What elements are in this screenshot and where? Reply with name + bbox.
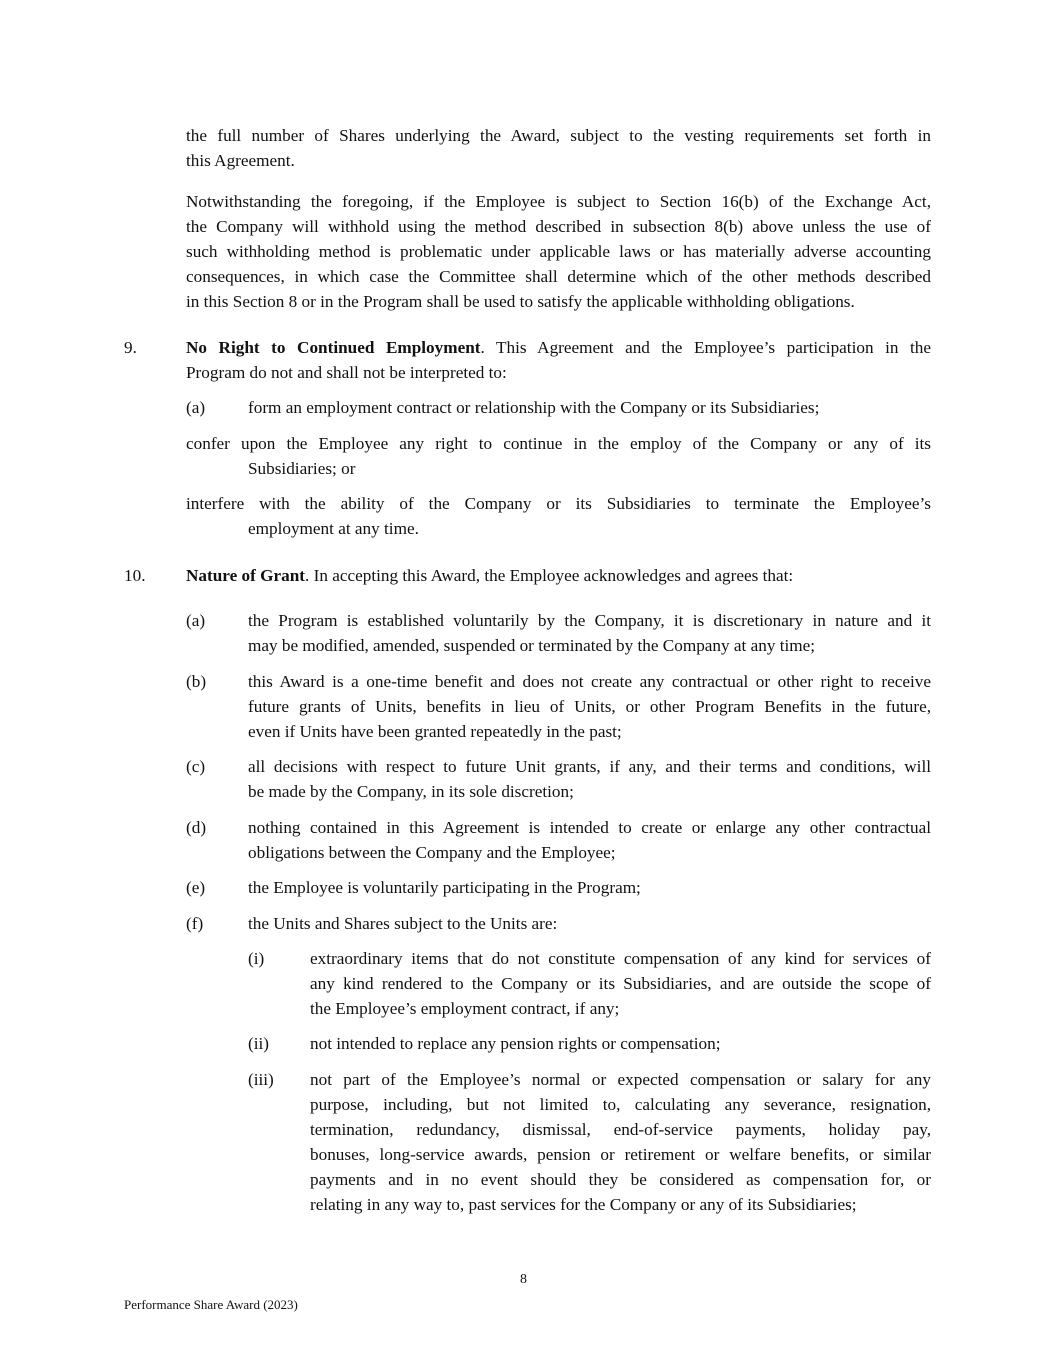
subitem-i-label: (i) <box>248 949 265 968</box>
item-d-line-1: nothing contained in this Agreement is intended to create or enlarge any other contractual <box>248 818 931 837</box>
notwithstanding-line-4: consequences, in which case the Committee shall determine which of the other methods described <box>186 267 931 286</box>
item-e-label: (e) <box>186 878 206 897</box>
intro-line-1: the full number of Shares underlying the Award, subject to the vesting requirements set forth in <box>186 126 931 145</box>
subitem-iii-line-5: payments and in no event should they be considered as compensation for, or <box>310 1170 931 1189</box>
section-9-line-1 <box>186 335 931 360</box>
footer-title: Performance Share Award (2023) <box>124 1297 298 1312</box>
subitem-i-line-3: the Employee’s employment contract, if any; <box>310 999 620 1018</box>
section-9-item-a-label: (a) <box>186 398 206 417</box>
item-b-line-3: even if Units have been granted repeatedly in the past; <box>248 722 622 741</box>
subitem-i-line-2: any kind rendered to the Company or its Subsidiaries, and are outside the scope of <box>310 974 931 993</box>
item-d-label: (d) <box>186 818 207 837</box>
item-d-line-2: obligations between the Company and the Employee; <box>248 843 616 862</box>
section-9-item-a-text: form an employment contract or relationship with the Company or its Subsidiaries; <box>248 398 820 417</box>
section-9-heading: No Right to Continued Employment <box>186 338 481 357</box>
page-number: 8 <box>520 1272 527 1287</box>
item-f-line-1: the Units and Shares subject to the Units are: <box>248 914 558 933</box>
item-a-label: (a) <box>186 611 206 630</box>
section-9-intro: . This Agreement and the Employee’s participation in the <box>480 338 931 357</box>
item-b-line-1: this Award is a one-time benefit and does not create any contractual or other right to receive <box>248 672 931 691</box>
subitem-iii-label: (iii) <box>248 1070 274 1089</box>
item-a-line-1: the Program is established voluntarily by the Company, it is discretionary in nature and it <box>248 611 931 630</box>
item-c-label: (c) <box>186 757 206 776</box>
section-9-item-b-line-2: Subsidiaries; or <box>248 459 356 478</box>
subitem-iii-line-1: not part of the Employee’s normal or expected compensation or salary for any <box>310 1070 931 1089</box>
item-e-line-1: the Employee is voluntarily participating in the Program; <box>248 878 641 897</box>
section-9-number: 9. <box>124 338 137 357</box>
subitem-iii-line-2: purpose, including, but not limited to, calculating any severance, resignation, <box>310 1095 931 1114</box>
intro-line-2: this Agreement. <box>186 151 295 170</box>
subitem-ii-line-1: not intended to replace any pension rights or compensation; <box>310 1034 721 1053</box>
section-10-line-1 <box>186 563 793 588</box>
notwithstanding-line-1: Notwithstanding the foregoing, if the Employee is subject to Section 16(b) of the Exchange Act, <box>186 192 931 211</box>
section-10-number: 10. <box>124 566 146 585</box>
item-c-line-2: be made by the Company, in its sole discretion; <box>248 782 574 801</box>
subitem-i-line-1: extraordinary items that do not constitute compensation of any kind for services of <box>310 949 931 968</box>
section-10-heading: Nature of Grant <box>186 566 306 585</box>
section-10-intro: . In accepting this Award, the Employee acknowledges and agrees that: <box>305 566 794 585</box>
notwithstanding-line-2: the Company will withhold using the method described in subsection 8(b) above unless the use of <box>186 217 931 236</box>
subitem-iii-line-4: bonuses, long-service awards, pension or retirement or welfare benefits, or similar <box>310 1145 931 1164</box>
item-b-line-2: future grants of Units, benefits in lieu of Units, or other Program Benefits in the future, <box>248 697 931 716</box>
subitem-iii-line-3: termination, redundancy, dismissal, end-of-service payments, holiday pay, <box>310 1120 931 1139</box>
section-9-item-c-line-2: employment at any time. <box>248 519 419 538</box>
item-f-label: (f) <box>186 914 204 933</box>
section-9-line-2: Program do not and shall not be interpreted to: <box>186 363 507 382</box>
item-b-label: (b) <box>186 672 207 691</box>
item-a-line-2: may be modified, amended, suspended or terminated by the Company at any time; <box>248 636 816 655</box>
notwithstanding-line-3: such withholding method is problematic under applicable laws or has materially adverse accounting <box>186 242 931 261</box>
section-9-item-c-line-1: interfere with the ability of the Company or its Subsidiaries to terminate the Employee’s <box>186 494 931 513</box>
section-9-item-b-line-1: confer upon the Employee any right to continue in the employ of the Company or any of its <box>186 434 931 453</box>
subitem-iii-line-6: relating in any way to, past services for the Company or any of its Subsidiaries; <box>310 1195 857 1214</box>
item-c-line-1: all decisions with respect to future Unit grants, if any, and their terms and conditions, will <box>248 757 931 776</box>
subitem-ii-label: (ii) <box>248 1034 269 1053</box>
notwithstanding-line-5: in this Section 8 or in the Program shall be used to satisfy the applicable withholding obligations. <box>186 292 855 311</box>
